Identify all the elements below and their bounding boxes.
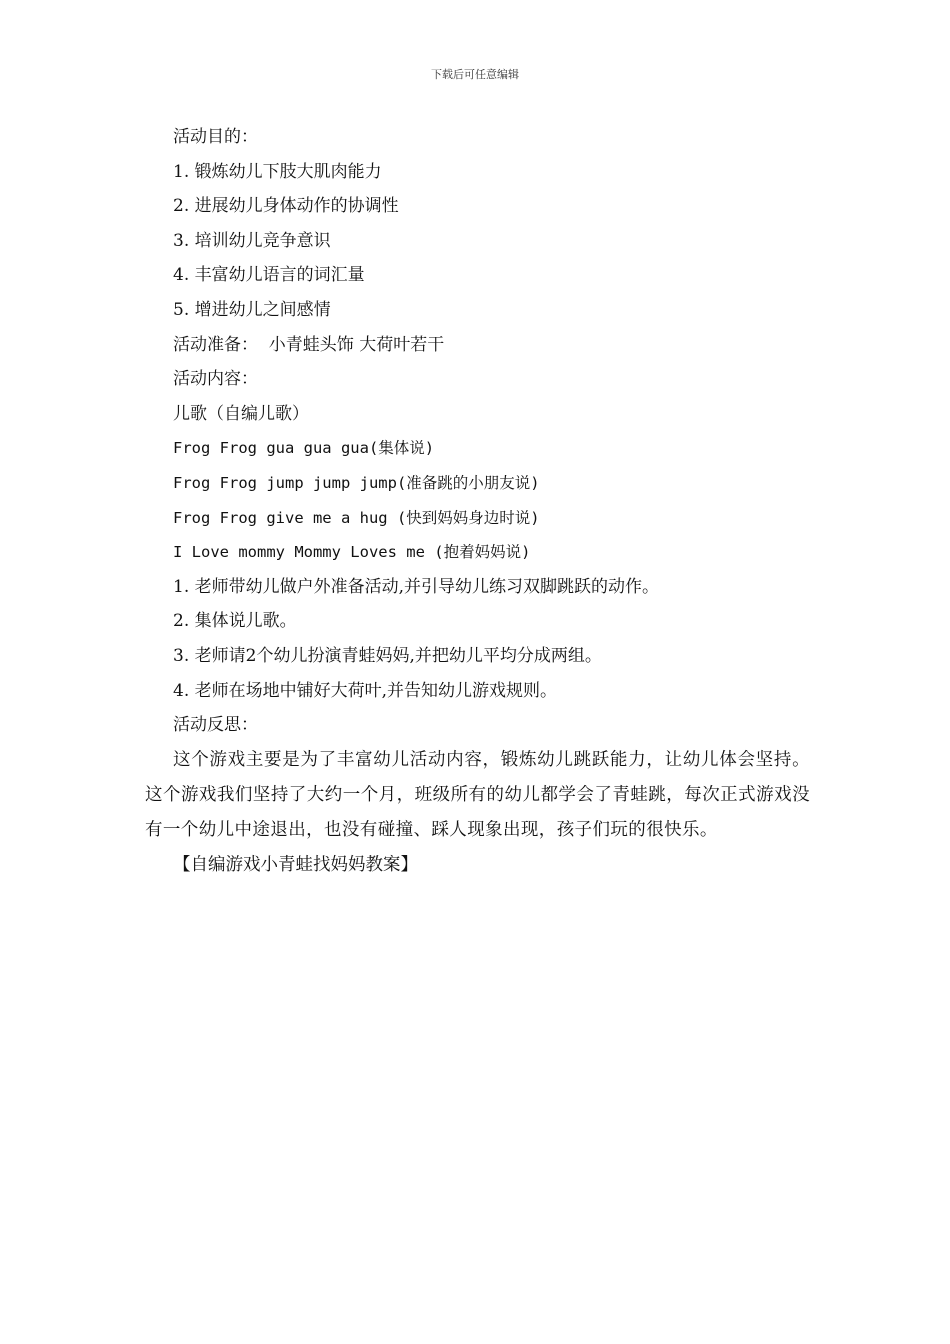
song-line: Frog Frog jump jump jump(准备跳的小朋友说) xyxy=(173,473,540,492)
song-title: 儿歌（自编儿歌） xyxy=(173,403,309,424)
page-header: 下载后可任意编辑 xyxy=(431,68,519,81)
objectives-heading: 活动目的： xyxy=(173,127,258,147)
step-item: 4. 老师在场地中铺好大荷叶,并告知幼儿游戏规则。 xyxy=(173,680,558,701)
objective-item: 2. 进展幼儿身体动作的协调性 xyxy=(173,196,399,217)
objective-item: 3. 培训幼儿竞争意识 xyxy=(173,230,331,251)
preparation-line: 活动准备： 小青蛙头饰 大荷叶若干 xyxy=(173,334,445,355)
footer-title: 【自编游戏小青蛙找妈妈教案】 xyxy=(173,854,418,875)
document-body xyxy=(145,120,810,883)
song-line: Frog Frog gua gua gua(集体说) xyxy=(173,439,435,458)
step-item: 2. 集体说儿歌。 xyxy=(173,611,297,632)
reflection-paragraph: 这个游戏主要是为了丰富幼儿活动内容，锻炼幼儿跳跃能力，让幼儿体会坚持。这个游戏我们坚持了大约一个月，班级所有的幼儿都学会了青蛙跳，每次正式游戏没有一个幼儿中途退出，也没有碰撞、踩人现象出现，孩子们玩的很快乐。 xyxy=(145,749,810,840)
step-item: 1. 老师带幼儿做户外准备活动,并引导幼儿练习双脚跳跃的动作。 xyxy=(173,576,660,597)
content-heading: 活动内容： xyxy=(173,369,258,390)
reflection-heading: 活动反思： xyxy=(173,715,258,736)
song-line: I Love mommy Mommy Loves me (抱着妈妈说) xyxy=(173,543,531,562)
step-item: 3. 老师请2个幼儿扮演青蛙妈妈,并把幼儿平均分成两组。 xyxy=(173,645,602,666)
objective-item: 1. 锻炼幼儿下肢大肌肉能力 xyxy=(173,161,382,182)
objective-item: 4. 丰富幼儿语言的词汇量 xyxy=(173,265,365,286)
objective-item: 5. 增进幼儿之间感情 xyxy=(173,299,331,320)
song-line: Frog Frog give me a hug (快到妈妈身边时说) xyxy=(173,508,540,527)
